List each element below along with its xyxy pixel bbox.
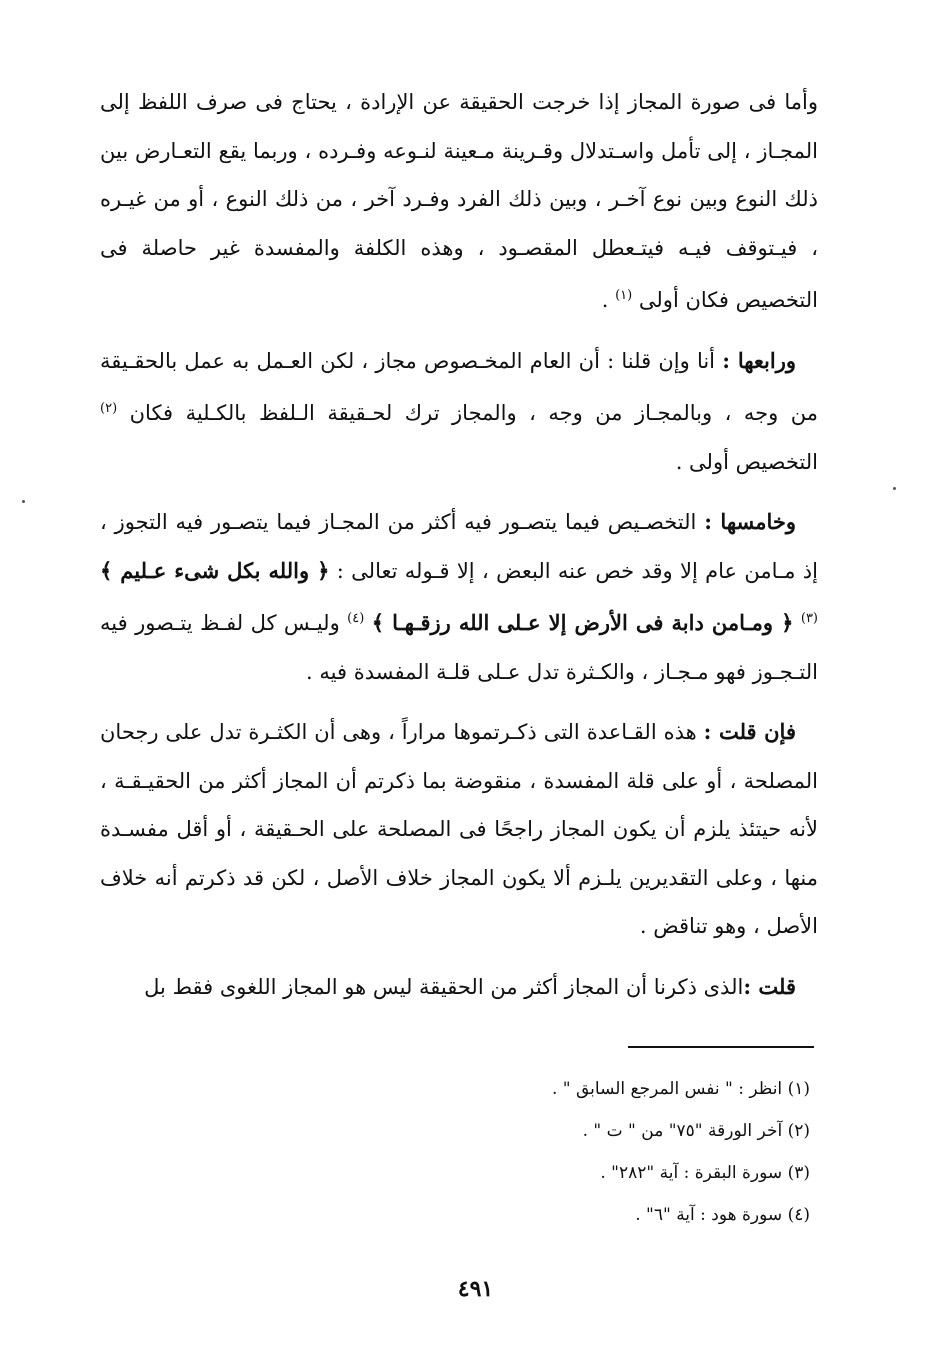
- footnote-ref-1: (١): [615, 288, 633, 303]
- footnote-4: [300, 1194, 810, 1236]
- footnote-2-number: (٢): [787, 1121, 810, 1141]
- footnote-ref-2: (٢): [100, 401, 118, 416]
- paragraph-3-heading: وخامسها :: [704, 509, 797, 534]
- footnote-2: [300, 1110, 810, 1152]
- paragraph-3-end: وليـس كل لفـظ يتـصور فيه التـجـوز فهو مـجـاز ، والكـثرة تدل عـلى قلـة المفسدة فيه .: [100, 611, 818, 684]
- scan-speck: [893, 487, 896, 490]
- footnote-2-text: آخر الورقة "٧٥" من " ت " .: [582, 1121, 783, 1141]
- footnote-3: [300, 1152, 810, 1194]
- quran-verse-1: ﴿ والله بكل شىء عـليم ﴾: [100, 557, 330, 583]
- paragraph-5: [100, 963, 818, 1012]
- paragraph-2-text: أنا وإن قلنا : أن العام المخـصوص مجاز ، لكن العـمل به عمل بالحقـيقة من وجه ، وبالمجـاز من وجه ، والمجاز ترك لحـقيقة الـلفظ بالكـلية فكان: [100, 348, 818, 425]
- footnote-ref-4: (٤): [347, 611, 365, 626]
- footnotes: [300, 1068, 810, 1236]
- quran-verse-2: ﴿ ومـامن دابة فى الأرض إلا عـلى الله رزقـهـا ﴾: [371, 610, 794, 635]
- footnote-ref-3: (٣): [800, 611, 818, 626]
- footnote-4-number: (٤): [787, 1205, 810, 1225]
- footnote-3-text: سورة البقرة : آية "٢٨٢" .: [600, 1163, 783, 1183]
- footnote-3-number: (٣): [787, 1163, 810, 1183]
- paragraph-5-text: الذى ذكرنا أن المجاز أكثر من الحقيقة ليس هو المجاز اللغوى فقط بل: [144, 974, 744, 999]
- paragraph-2-heading: ورابعها :: [722, 347, 796, 373]
- paragraph-4-heading: فإن قلت :: [703, 719, 796, 744]
- paragraph-3-text: التخصـيص فيما يتصـور فيه أكثر من المجـاز فيما يتصـور فيه التجوز ، إذ مـامن عام إلا وقد خص عنه البعض ، إلا قـوله تعالى :: [100, 510, 818, 583]
- paragraph-2-end: التخصيص أولى .: [675, 449, 818, 474]
- paragraph-1-text: وأما فى صورة المجاز إذا خرجت الحقيقة عن الإرادة ، يحتاج فى صرف اللفظ إلى المجـاز ، إلى تأمل واسـتدلال وقـرينة مـعينة لنـوعه وفـرده ، وربما يقع التعـارض بين ذلك النوع وبين نوع آخـر ، وبين ذلك الفرد وفـرد آخر ، من ذلك النوع ، أو من غيـره ، فيـتوقف فيـه فيتـعطل المقصـود ، وهذه الكلفة والمفسدة غير حاصلة فى التخصيص فكان أولى: [100, 90, 818, 312]
- scan-speck: [22, 500, 25, 503]
- paragraph-5-heading: قلت :: [743, 973, 796, 999]
- paragraph-1: [100, 78, 818, 325]
- footnote-1-text: انظر : " نفس المرجع السابق " .: [551, 1079, 783, 1099]
- footnote-1: [300, 1068, 810, 1110]
- paragraph-1-end: .: [601, 288, 616, 312]
- footnote-4-text: سورة هود : آية "٦" .: [635, 1205, 783, 1225]
- paragraph-4-text: هذه القـاعدة التى ذكـرتموها مراراً ، وهى أن الكثـرة تدل على رجحان المصلحة ، أو على قلة المفسدة ، منقوضة بما ذكرتم أن المجاز أكثر من الحقيـقـة ، لأنه حيتئذ يلزم أن يكون المجاز راجحًا فى المصلحة على الحـقيقة ، أو أقل مفسـدة منها ، وعلى التقديرين يلـزم ألا يكون المجاز خلاف الأصل ، لكن قد ذكرتم أنه خلاف الأصل ، وهو تناقض .: [100, 720, 818, 938]
- main-text: [100, 78, 818, 1023]
- paragraph-3: [100, 498, 818, 696]
- paragraph-2: [100, 337, 818, 487]
- footnote-separator: [628, 1046, 814, 1048]
- paragraph-4: [100, 708, 818, 951]
- footnote-1-number: (١): [787, 1079, 810, 1099]
- page-number: ٤٩١: [457, 1276, 494, 1302]
